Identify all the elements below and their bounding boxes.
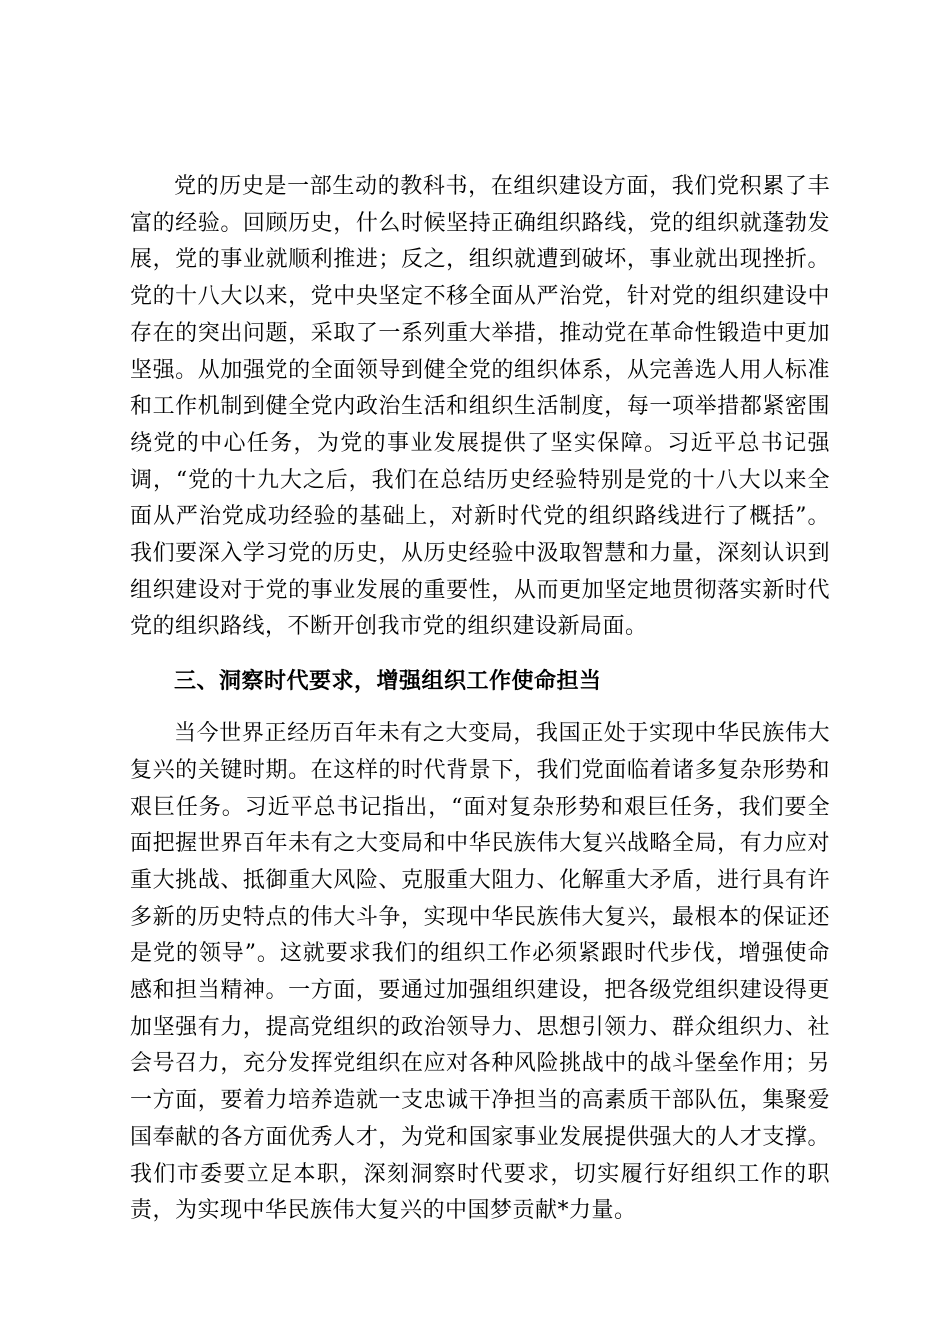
document-page	[130, 169, 830, 1230]
body-paragraph-party-history: 党的历史是一部生动的教科书，在组织建设方面，我们党积累了丰富的经验。回顾历史，什么时候坚持正确组织路线，党的组织就蓬勃发展，党的事业就顺利推进；反之，组织就遭到破坏，事业就出现挫折。党的十八大以来，党中央坚定不移全面从严治党，针对党的组织建设中存在的突出问题，采取了一系列重大举措，推动党在革命性锻造中更加坚强。从加强党的全面领导到健全党的组织体系，从完善选人用人标准和工作机制到健全党内政治生活和组织生活制度，每一项举措都紧密围绕党的中心任务，为党的事业发展提供了坚实保障。习近平总书记强调，“党的十九大之后，我们在总结历史经验特别是党的十八大以来全面从严治党成功经验的基础上，对新时代党的组织路线进行了概括”。我们要深入学习党的历史，从历史经验中汲取智慧和力量，深刻认识到组织建设对于党的事业发展的重要性，从而更加坚定地贯彻落实新时代党的组织路线，不断开创我市党的组织建设新局面。	[130, 174, 830, 640]
section-heading: 三、洞察时代要求，增强组织工作使命担当	[174, 669, 602, 695]
body-paragraph-era-requirements: 当今世界正经历百年未有之大变局，我国正处于实现中华民族伟大复兴的关键时期。在这样的时代背景下，我们党面临着诸多复杂形势和艰巨任务。习近平总书记指出，“面对复杂形势和艰巨任务，我们要全面把握世界百年未有之大变局和中华民族伟大复兴战略全局，有力应对重大挑战、抵御重大风险、克服重大阻力、化解重大矛盾，进行具有许多新的历史特点的伟大斗争，实现中华民族伟大复兴，最根本的保证还是党的领导”。这就要求我们的组织工作必须紧跟时代步伐，增强使命感和担当精神。一方面，要通过加强组织建设，把各级党组织建设得更加坚强有力，提高党组织的政治领导力、思想引领力、群众组织力、社会号召力，充分发挥党组织在应对各种风险挑战中的战斗堡垒作用；另一方面，要着力培养造就一支忠诚干净担当的高素质干部队伍，集聚爱国奉献的各方面优秀人才，为党和国家事业发展提供强大的人才支撑。我们市委要立足本职，深刻洞察时代要求，切实履行好组织工作的职责，为实现中华民族伟大复兴的中国梦贡献*力量。	[130, 721, 830, 1224]
